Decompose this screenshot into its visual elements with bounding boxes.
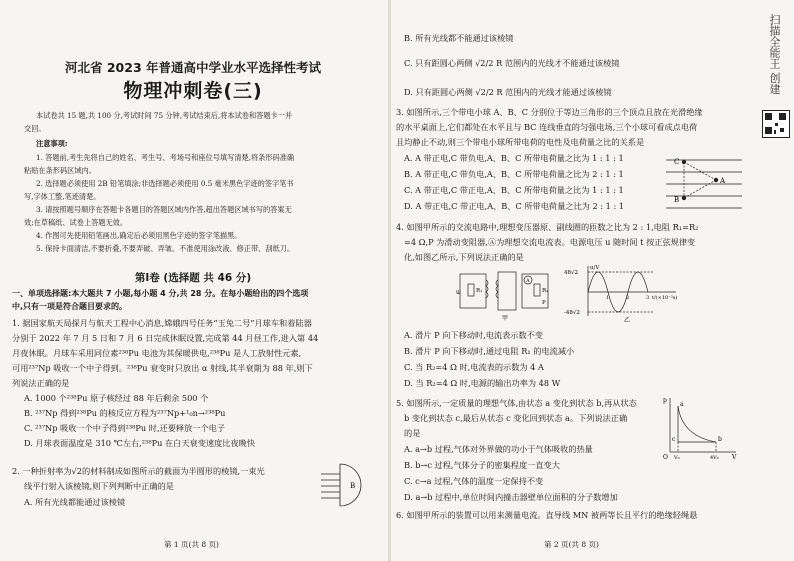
q5-stem: 5. 如图所示,一定质量的理想气体,由状态 a 变化到状态 b,再从状态 — [396, 398, 637, 408]
q5-option-b: B. b→c 过程,气体分子的密集程度一直变大 — [404, 460, 560, 470]
exam-title: 河北省 2023 年普通高中学业水平选择性考试 — [65, 60, 321, 75]
q1-stem: 1. 据国家航天局探月与航天工程中心消息,嫦娥四号任务“玉兔二号”月球车和着陆器 — [12, 318, 312, 328]
q3-stem: 的水平桌面上,它们都处在水平且与 BC 连线垂直的匀强电场,三个小球可看成点电荷 — [396, 122, 698, 132]
q5-option-c: C. c→a 过程,气体的温度一定保持不变 — [404, 476, 544, 486]
figure-label: O — [663, 454, 668, 460]
figure-label: A — [720, 177, 726, 185]
notice-line: 1. 答题前,考生先将自己的姓名、考生号、考场号和座位号填写清楚,将条形码准确 — [36, 153, 295, 162]
q2-stem: 2. 一种折射率为√2的材料制成如图所示的截面为半圆形的棱镜,一束光 — [12, 466, 265, 476]
figure-label: a — [680, 401, 684, 408]
q5-option-d: D. a→b 过程中,单位时间内撞击器壁单位面积的分子数增加 — [404, 492, 618, 502]
q1-option-c: C. ²³⁷Np 吸收一个中子得到²³⁸Pu 时,还要释放一个电子 — [24, 423, 226, 433]
page-footer: 第 1 页(共 8 页) — [164, 540, 219, 549]
q3-stem: 且均静止不动,则三个带电小球所带电荷的电性及电荷量之比的关系是 — [396, 137, 645, 147]
intro-line: 本试卷共 15 题,共 100 分,考试时间 75 分钟,考试结束后,将本试卷和答题卡一并 — [36, 111, 293, 120]
scanner-watermark — [756, 0, 794, 561]
section-title: 第Ⅰ卷 (选择题 共 46 分) — [134, 272, 252, 284]
q3-option-b: B. A 带正电,C 带负电,A、B、C 所带电荷量之比为 2 : 1 : 1 — [404, 169, 624, 179]
figure-label: 3 — [646, 295, 650, 301]
q1-stem: 列说法正确的是 — [12, 378, 70, 388]
q1-option-b: B. ²³⁷Np 得到²³⁸Pu 的核反应方程为²³⁷Np+¹₀n→²³⁸Pu — [24, 408, 226, 418]
semicircle-prism-figure — [318, 460, 370, 510]
axis-label: V — [732, 454, 737, 460]
exam-page-2 — [394, 0, 750, 561]
q3-option-c: C. A 带正电,C 带正电,A、B、C 所带电荷量之比为 1 : 1 : 1 — [404, 185, 624, 195]
q4-stem: 4. 如图甲所示的交流电路中,理想变压器原、副线圈的匝数之比为 2 : 1,电阻 R₁=R₂ — [396, 222, 699, 232]
figure-label: 48√2 — [564, 270, 579, 276]
figure-label: C — [674, 158, 680, 166]
notice-line: 3. 请按照题号顺序在答题卡各题目的答题区域内作答,超出答题区域书写的答案无 — [36, 205, 292, 214]
q1-option-a: A. 1000 个²³⁸Pu 原子核经过 88 年后剩余 500 个 — [24, 393, 209, 403]
exam-subtitle: 物理冲刺卷(三) — [123, 80, 263, 102]
q1-stem: 可用²³⁷Np 吸收一个中子得到。²³⁸Pu 衰变时只放出 α 射线,其半衰期为 88 年,则下 — [12, 363, 313, 373]
pv-diagram-figure — [660, 396, 740, 460]
figure-label: 2 — [626, 295, 630, 301]
transformer-circuit-figure — [454, 266, 554, 322]
part-heading: 中,只有一项是符合题目要求的。 — [12, 302, 128, 311]
q6-stem: 6. 如图甲所示的装置可以用来测量电流。直导线 MN 被两等长且平行的绝缘轻绳悬 — [396, 510, 698, 520]
q4-stem: 化,如图乙所示,下列说法正确的是 — [404, 252, 524, 262]
axis-label: u/V — [590, 265, 600, 271]
axis-label: t/(×10⁻²s) — [652, 295, 678, 301]
q5-option-a: A. a→b 过程,气体对外界做的功小于气体吸收的热量 — [404, 444, 593, 454]
figure-label: A — [526, 278, 530, 284]
q1-stem: 月夜休眠。月球车采用同位素²³⁸Pu 电池为其保暖供电,²³⁸Pu 是人工放射性元素, — [12, 348, 302, 358]
intro-line: 交回。 — [24, 124, 46, 133]
page-fold — [388, 0, 391, 561]
figure-label: R₁ — [476, 288, 483, 294]
q2-option-d: D. 只有距圆心两侧 √2/2 R 范围内的光线才能通过该棱镜 — [404, 87, 612, 97]
part-heading: 一、单项选择题:本大题共 7 小题,每小题 4 分,共 28 分。在每小题给出的四个选项 — [12, 289, 309, 298]
notice-line: 5. 保持卡面清洁,不要折叠,不要弄破、弄皱。不准使用涂改液、修正带、刮纸刀。 — [36, 244, 295, 253]
notice-line: 2. 选择题必须使用 2B 铅笔填涂;非选择题必须使用 0.5 毫米黑色字迹的签字笔书 — [36, 179, 294, 188]
q4-option-c: C. 当 R₂=4 Ω 时,电流表的示数为 4 A — [404, 362, 544, 372]
figure-label: 1 — [606, 295, 610, 301]
notice-line: 粘贴在条形码区域内。 — [24, 166, 96, 175]
qr-code-icon — [762, 110, 790, 138]
q3-stem: 3. 如图所示,三个带电小球 A、B、C 分别位于等边三角形的三个顶点且放在光滑绝缘 — [396, 107, 703, 117]
figure-label: u — [456, 289, 460, 296]
page-footer: 第 2 页(共 8 页) — [544, 540, 599, 549]
charged-spheres-figure — [664, 150, 746, 212]
notice-heading: 注意事项: — [36, 139, 68, 148]
notice-line: 写,字体工整,笔迹清楚。 — [24, 192, 101, 201]
voltage-waveform-figure — [564, 262, 684, 324]
figure-label: V₀ — [674, 455, 680, 460]
figure-label: P — [542, 300, 546, 306]
q1-option-d: D. 月球表面温度是 310 ℃左右,²³⁸Pu 在白天衰变速度比夜晚快 — [24, 438, 256, 448]
q5-stem: 的是 — [404, 428, 421, 438]
q4-stem: =4 Ω,P 为滑动变阻器,Ⓐ为理想交流电流表。电源电压 u 随时间 t 按正弦规律变 — [404, 237, 696, 247]
q3-option-a: A. A 带正电,C 带负电,A、B、C 所带电荷量之比为 1 : 1 : 1 — [404, 153, 624, 163]
figure-label: B — [350, 482, 356, 490]
figure-label: 4V₀ — [710, 455, 719, 460]
notice-line: 4. 作图可先使用铅笔画出,确定后必须用黑色字迹的签字笔描黑。 — [36, 231, 242, 240]
notice-line: 效;在草稿纸、试卷上答题无效。 — [24, 218, 128, 227]
figure-label: B — [674, 196, 680, 204]
q3-option-d: D. A 带正电,C 带正电,A、B、C 所带电荷量之比为 2 : 1 : 1 — [404, 201, 625, 211]
exam-page-1 — [0, 0, 386, 561]
figure-label: R₂ — [542, 288, 549, 294]
q5-stem: b 变化到状态 c,最后从状态 c 变化回到状态 a。下列说法正确 — [404, 413, 628, 423]
q4-option-b: B. 滑片 P 向下移动时,通过电阻 R₁ 的电流减小 — [404, 346, 575, 356]
q2-stem: 线平行射入该棱镜,则下列判断中正确的是 — [24, 481, 174, 491]
q4-option-d: D. 当 R₂=4 Ω 时,电源的输出功率为 48 W — [404, 378, 561, 388]
q2-option-a: A. 所有光线都能通过该棱镜 — [24, 497, 126, 507]
q1-stem: 分别于 2022 年 7 月 5 日和 7 月 6 日完成休眠设置,完成第 44 月昼工作,进入第 44 — [12, 333, 319, 343]
figure-label: 乙 — [624, 317, 631, 324]
axis-label: p — [663, 397, 667, 404]
figure-label: c — [672, 436, 676, 443]
q4-option-a: A. 滑片 P 向下移动时,电流表示数不变 — [404, 330, 544, 340]
watermark-text: 扫描全能王 创建 — [768, 14, 781, 95]
figure-label: 甲 — [502, 315, 509, 322]
figure-label: b — [718, 436, 722, 443]
figure-label: -48√2 — [564, 310, 580, 316]
q2-option-c: C. 只有距圆心两侧 √2/2 R 范围内的光线才不能通过该棱镜 — [404, 58, 620, 68]
q2-option-b: B. 所有光线都不能通过该棱镜 — [404, 33, 514, 43]
